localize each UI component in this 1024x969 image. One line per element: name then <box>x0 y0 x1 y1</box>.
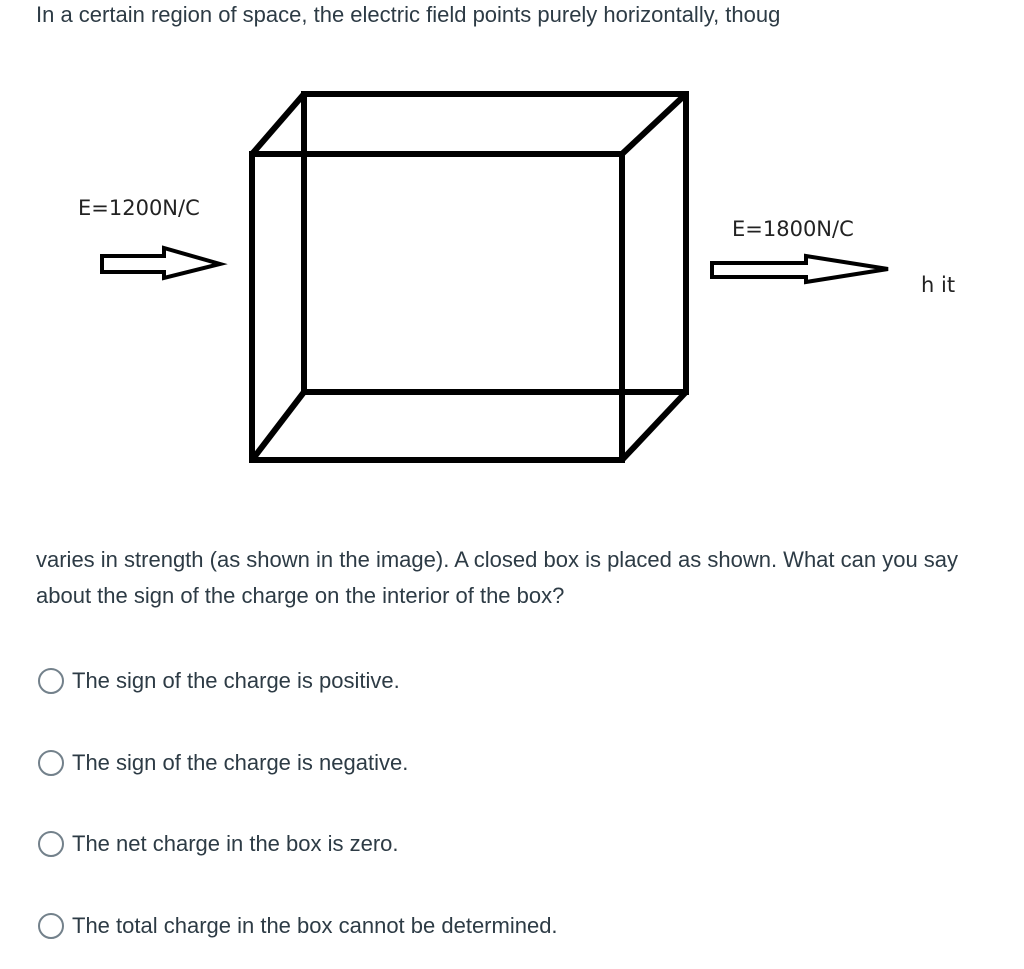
question-body-text: varies in strength (as shown in the image). A closed box is placed as shown. What can you say about the sign of the charge on the interior of the box? <box>36 547 959 608</box>
text-fragment: h it <box>921 273 956 297</box>
box-edge-top-left <box>252 94 304 154</box>
answer-label: The net charge in the box is zero. <box>72 831 399 856</box>
box-edge-bottom-left <box>252 392 304 460</box>
box-back-face <box>304 94 686 392</box>
radio-button[interactable] <box>38 750 64 776</box>
left-field-label: E=1200N/C <box>78 196 200 220</box>
answer-label: The total charge in the box cannot be determined. <box>72 913 558 938</box>
radio-button[interactable] <box>38 668 64 694</box>
box-front-face <box>252 154 622 460</box>
box-edge-bottom-right <box>622 392 686 460</box>
question-figure <box>0 60 1024 500</box>
answer-option-positive[interactable] <box>38 666 400 696</box>
radio-button[interactable] <box>38 831 64 857</box>
radio-button[interactable] <box>38 913 64 939</box>
right-field-label: E=1800N/C <box>732 217 854 241</box>
answer-label: The sign of the charge is positive. <box>72 668 400 693</box>
question-intro-text: In a certain region of space, the electric field points purely horizontally, thoug <box>36 2 781 27</box>
box-field-diagram <box>0 60 1024 500</box>
answer-option-negative[interactable] <box>38 748 408 778</box>
answer-option-zero[interactable] <box>38 829 399 859</box>
right-field-arrow <box>712 256 888 282</box>
left-field-arrow <box>102 248 220 278</box>
closed-box <box>252 94 686 460</box>
answer-label: The sign of the charge is negative. <box>72 750 409 775</box>
box-edge-top-right <box>622 94 686 154</box>
answer-option-undetermined[interactable] <box>38 911 558 941</box>
